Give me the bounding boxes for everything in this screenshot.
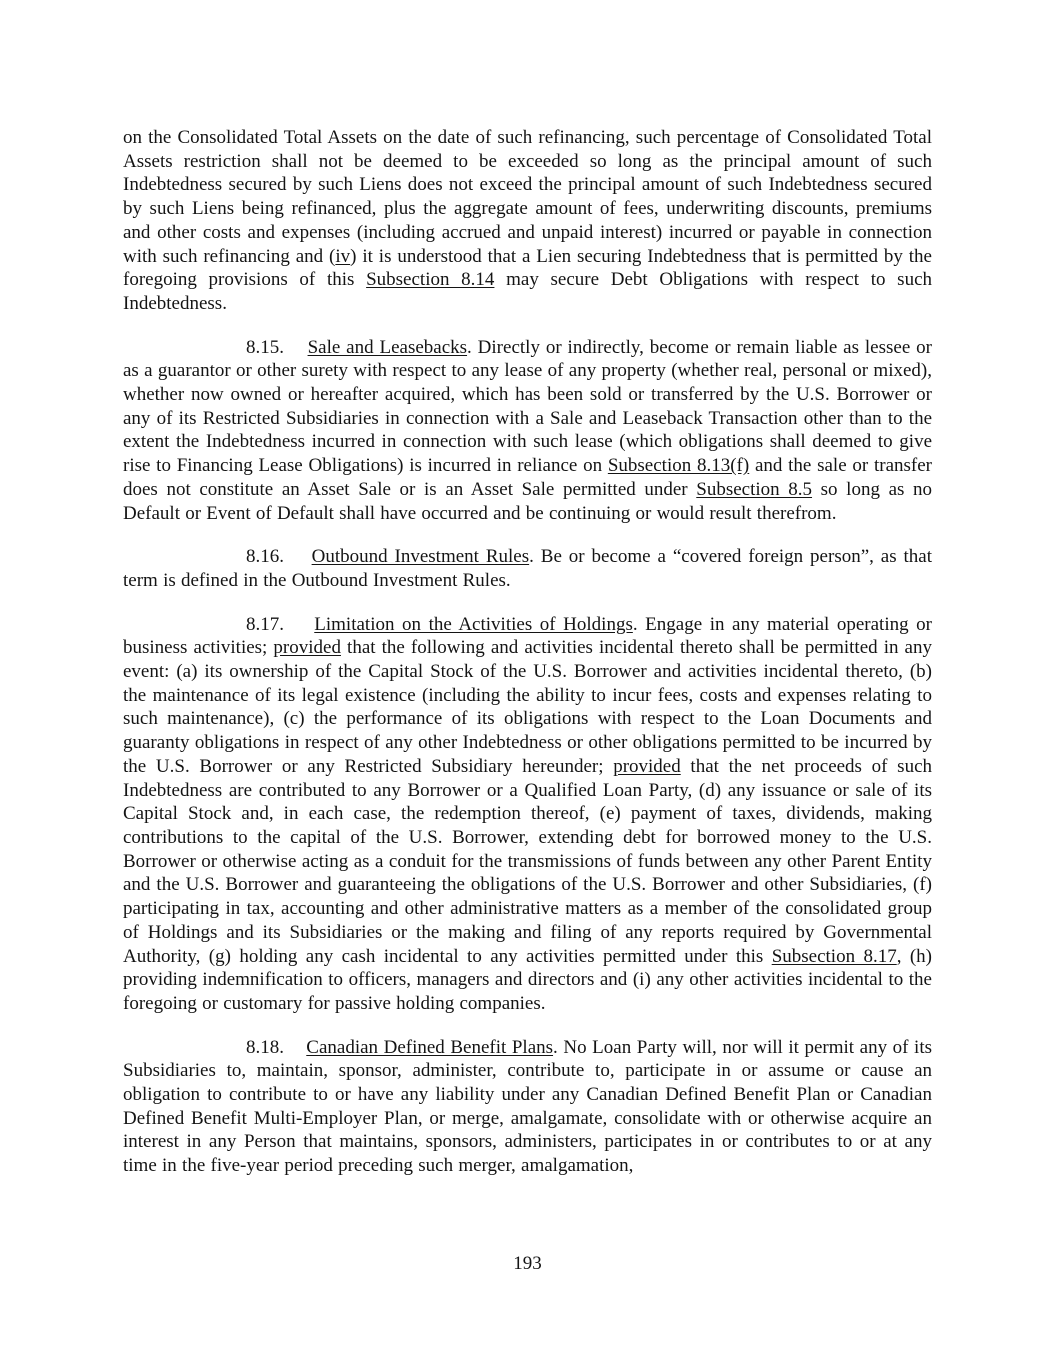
document-body (123, 126, 932, 1198)
body-text: on the Consolidated Total Assets on the date of such refinancing, such percentage of Consolidated Total Assets restriction shall not be deemed to be exceeded so long as the principal amount of such Indebtedness secured by such Liens does not exceed the principal amount of such Indebtedness secured by such Liens being refinanced, plus the aggregate amount of fees, underwriting discounts, premiums and other costs and expenses (including accrued and unpaid interest) incurred or payable in connection with such refinancing and ( (123, 127, 932, 267)
body-text: ) it is understood that a Lien securing Indebtedness that is permitted by the foregoing provisions of this (123, 245, 932, 291)
paragraph-section-8.17-limitation-on-activities-of-holdings (123, 613, 932, 1016)
body-text: . Directly or indirectly, become or remain liable as lessee or as a guarantor or other surety with respect to any lease of any property (whether real, personal or mixed), whether now owned or hereafter acquired, which has been sold or transferred by the U.S. Borrower or any of its Restricted Subsidiaries in connection with a Sale and Leaseback Transaction other than to the extent the Indebtedness incurred in connection with such lease (which obligations shall deemed to give rise to Financing Lease Obligations) is incurred in reliance on (123, 336, 932, 477)
underlined-text: provided (613, 755, 681, 777)
underlined-text: Subsection 8.17 (771, 945, 897, 967)
body-text: 8.16. (246, 546, 312, 568)
underlined-text: iv (335, 245, 351, 267)
underlined-text: Outbound Investment Rules (311, 546, 530, 568)
paragraph-continuation-subsection-8.14 (123, 126, 932, 316)
body-text: and the sale or transfer does not constitute an Asset Sale or is an Asset Sale permitted under (123, 455, 932, 500)
underlined-text: Subsection 8.14 (366, 269, 495, 291)
body-text: may secure Debt Obligations with respect to such Indebtedness. (123, 269, 932, 314)
body-text: . Be or become a “covered foreign person”, as that term is defined in the Outbound Investment Rules. (123, 546, 933, 591)
underlined-text: provided (273, 637, 341, 659)
underlined-text: Subsection 8.5 (696, 478, 813, 500)
body-text: that the net proceeds of such Indebtedness are contributed to any Borrower or a Qualified Loan Party, (d) any issuance or sale of its Capital Stock and, in each case, the redemption thereof, (e) payment of taxes, dividends, making contributions to the capital of the U.S. Borrower, extending debt for borrowed money to the U.S. Borrower or otherwise acting as a conduit for the transmissions of funds between any other Parent Entity and the U.S. Borrower and guaranteeing the obligations of the U.S. Borrower and other Subsidiaries, (f) participating in tax, accounting and other administrative matters as a member of the consolidated group of Holdings and its Subsidiaries or the making and filing of any reports required by Governmental Authority, (g) holding any cash incidental to any activities permitted under this (123, 755, 932, 967)
underlined-text: Canadian Defined Benefit Plans (306, 1036, 554, 1058)
body-text: . No Loan Party will, nor will it permit any of its Subsidiaries to, maintain, sponsor, administer, contribute to, participate in or assume or cause an obligation to contribute to or have any liability under any Canadian Defined Benefit Plan or Canadian Defined Benefit Multi-Employer Plan, or merge, amalgamate, consolidate with or otherwise acquire an interest in any Person that maintains, sponsors, administers, participates in or contributes to or at any time in the five-year period preceding such merger, amalgamation, (123, 1036, 932, 1177)
underlined-text: Sale and Leasebacks (307, 336, 468, 358)
body-text: 8.17. (246, 613, 315, 635)
body-text: . Engage in any material operating or business activities; (123, 613, 932, 659)
paragraph-section-8.18-canadian-defined-benefit-plans (123, 1036, 932, 1178)
body-text: so long as no Default or Event of Default shall have occurred and be continuing or would result therefrom. (123, 478, 933, 524)
body-text: 8.18. (246, 1036, 307, 1058)
paragraph-section-8.16-outbound-investment-rules (123, 545, 932, 592)
body-text: 8.15. (246, 336, 308, 358)
body-text: that the following and activities incidental thereto shall be permitted in any event: (a) its ownership of the Capital Stock of the U.S. Borrower and activities incidental thereto, (b) the maintenance of its legal existence (including the ability to incur fees, costs and expenses relating to such maintenance), (c) the performance of its obligations with respect to the Loan Documents and guaranty obligations in respect of any other Indebtedness or other obligations permitted to be incurred by the U.S. Borrower or any Restricted Subsidiary hereunder; (123, 637, 932, 777)
underlined-text: Limitation on the Activities of Holdings (314, 613, 633, 635)
paragraph-section-8.15-sale-and-leasebacks (123, 336, 932, 526)
body-text: , (h) providing indemnification to officers, managers and directors and (i) any other activities incidental to the foregoing or customary for passive holding companies. (123, 945, 933, 1014)
underlined-text: Subsection 8.13(f) (607, 455, 750, 477)
page-number: 193 (513, 1253, 542, 1274)
